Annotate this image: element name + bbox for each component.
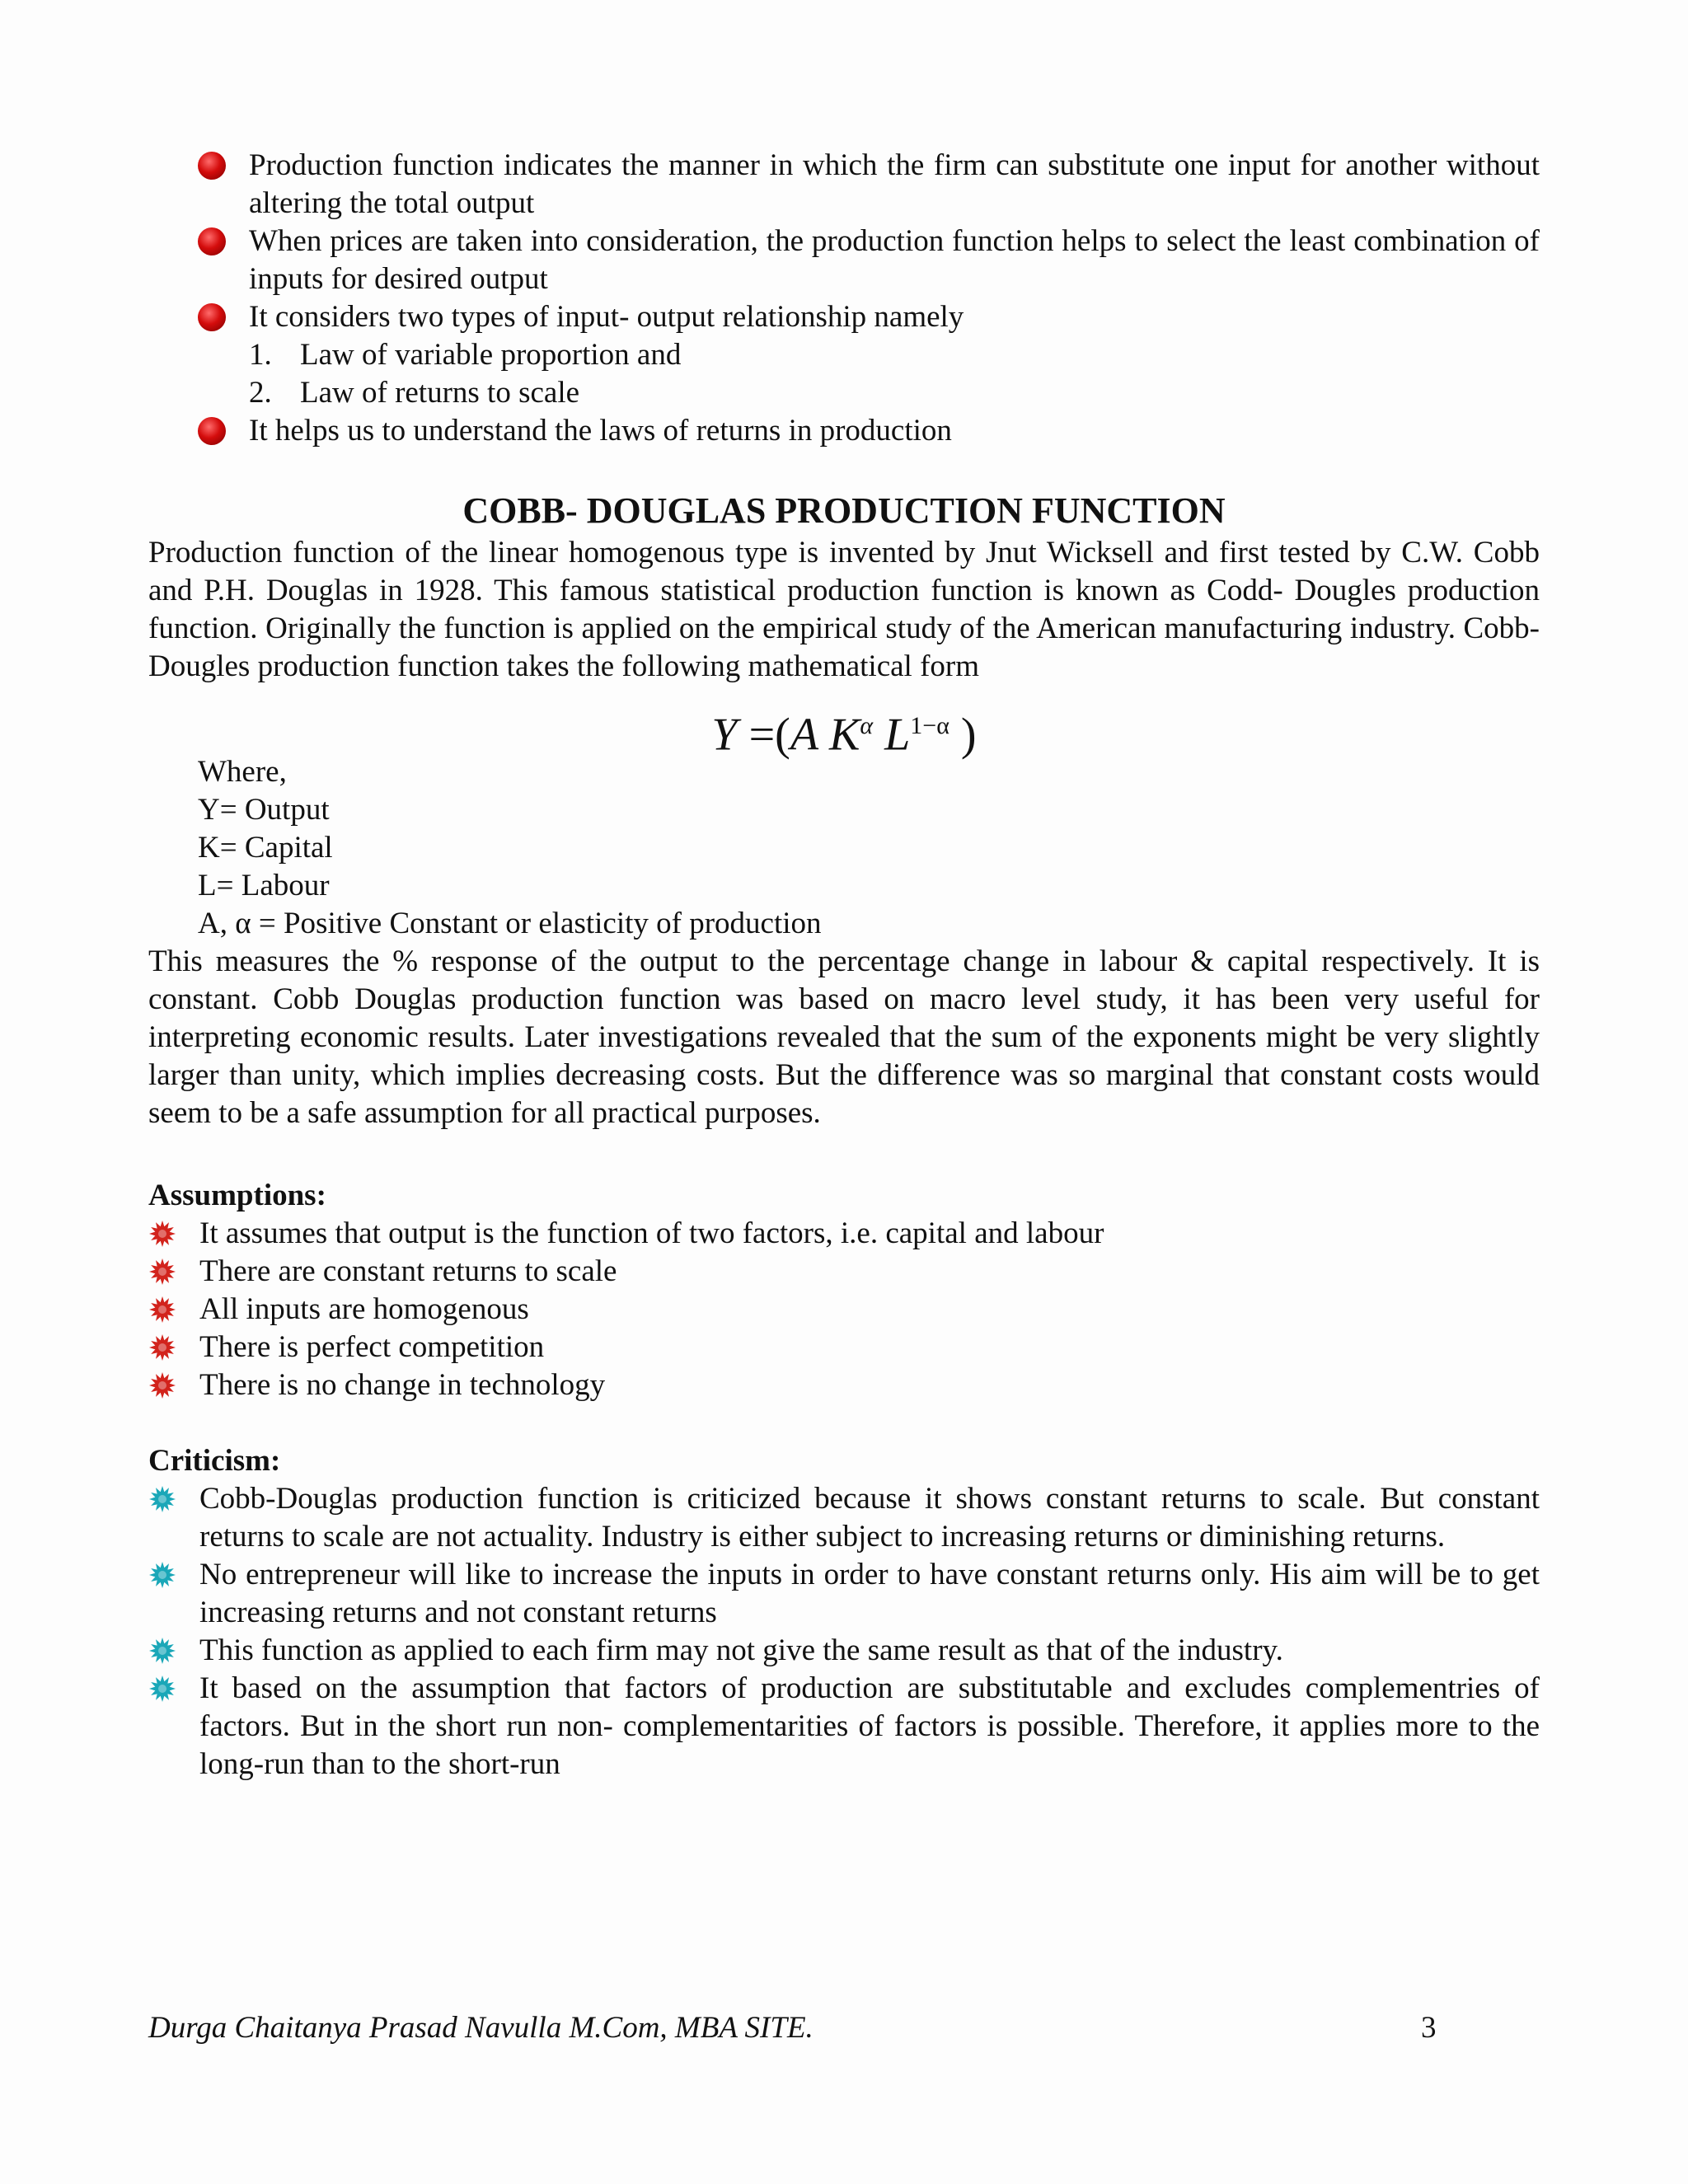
criticism-heading: Criticism:: [148, 1444, 281, 1478]
list-item: No entrepreneur will like to increase the inputs in order to have constant returns only. His aim will be to get increasing returns and not constant returns: [148, 1556, 1540, 1632]
definitions: [198, 753, 1540, 943]
numbered-list: [198, 336, 1540, 412]
definition-line: A, α = Positive Constant or elasticity of production: [198, 907, 822, 940]
list-item: It helps us to understand the laws of returns in production: [198, 412, 1540, 450]
page-number: 3: [1421, 2011, 1437, 2045]
red-bullet-icon: [198, 303, 226, 331]
list-item: Cobb-Douglas production function is criticized because it shows constant returns to scale. But constant returns to scale are not actuality. Industry is either subject to increasing returns or diminishing returns.: [148, 1480, 1540, 1556]
list-item: There are constant returns to scale: [148, 1253, 1540, 1291]
list-item: It based on the assumption that factors of production are substitutable and excludes complementries of factors. But in the short run non- complementarities of factors is possible. Therefore, it applies more to the long-run than to the short-run: [148, 1670, 1540, 1783]
teal-star-bullet-icon: [148, 1485, 176, 1513]
red-star-bullet-icon: [148, 1333, 176, 1361]
list-item: It assumes that output is the function of two factors, i.e. capital and labour: [148, 1215, 1540, 1253]
list-item: Production function indicates the manner in which the firm can substitute one input for another without altering the total output: [198, 147, 1540, 223]
intro-paragraph: Production function of the linear homogenous type is invented by Jnut Wicksell and first tested by C.W. Cobb and P.H. Douglas in 1928. This famous statistical production function is known as Codd- Dougles production function. Originally the function is applied on the empirical study of the American manufacturing industry. Cobb-Dougles production function takes the following mathematical form: [148, 536, 1540, 683]
teal-star-bullet-icon: [148, 1561, 176, 1589]
list-item: All inputs are homogenous: [148, 1291, 1540, 1329]
red-star-bullet-icon: [148, 1296, 176, 1324]
teal-star-bullet-icon: [148, 1675, 176, 1703]
red-star-bullet-icon: [148, 1220, 176, 1248]
numbered-item: 2. Law of returns to scale: [249, 376, 580, 410]
list-item: This function as applied to each firm may not give the same result as that of the industry.: [148, 1632, 1540, 1670]
numbered-item: 1. Law of variable proportion and: [249, 338, 682, 372]
definition-line: K= Capital: [198, 831, 333, 865]
assumptions-heading: Assumptions:: [148, 1179, 326, 1212]
red-star-bullet-icon: [148, 1371, 176, 1399]
definition-line: L= Labour: [198, 869, 330, 902]
red-bullet-icon: [198, 152, 226, 180]
footer-author: Durga Chaitanya Prasad Navulla M.Com, MBA SITE.: [148, 2011, 814, 2045]
criticism-list: [148, 1480, 1540, 1783]
assumptions-list: [148, 1215, 1540, 1404]
list-item: When prices are taken into consideration, the production function helps to select the least combination of inputs for desired output: [198, 223, 1540, 298]
intro-bullet-list: [198, 147, 1540, 450]
red-bullet-icon: [198, 227, 226, 255]
section-title: COBB- DOUGLAS PRODUCTION FUNCTION: [462, 490, 1226, 531]
teal-star-bullet-icon: [148, 1637, 176, 1665]
red-star-bullet-icon: [148, 1258, 176, 1286]
definition-line: Where,: [198, 755, 287, 789]
red-bullet-icon: [198, 417, 226, 445]
list-item: It considers two types of input- output relationship namely: [198, 298, 1540, 336]
measure-paragraph: This measures the % response of the output to the percentage change in labour & capital respectively. It is constant. Cobb Douglas production function was based on macro level study, it has been very useful for interpreting economic results. Later investigations revealed that the sum of the exponents might be very slightly larger than unity, which implies decreasing costs. But the difference was so marginal that constant costs would seem to be a safe assumption for all practical purposes.: [148, 944, 1540, 1130]
formula: Y =(A $K^\alpha$ $L^{1-\alpha}$ ): [711, 709, 977, 761]
list-item: There is no change in technology: [148, 1366, 1540, 1404]
definition-line: Y= Output: [198, 793, 330, 827]
list-item: There is perfect competition: [148, 1329, 1540, 1366]
